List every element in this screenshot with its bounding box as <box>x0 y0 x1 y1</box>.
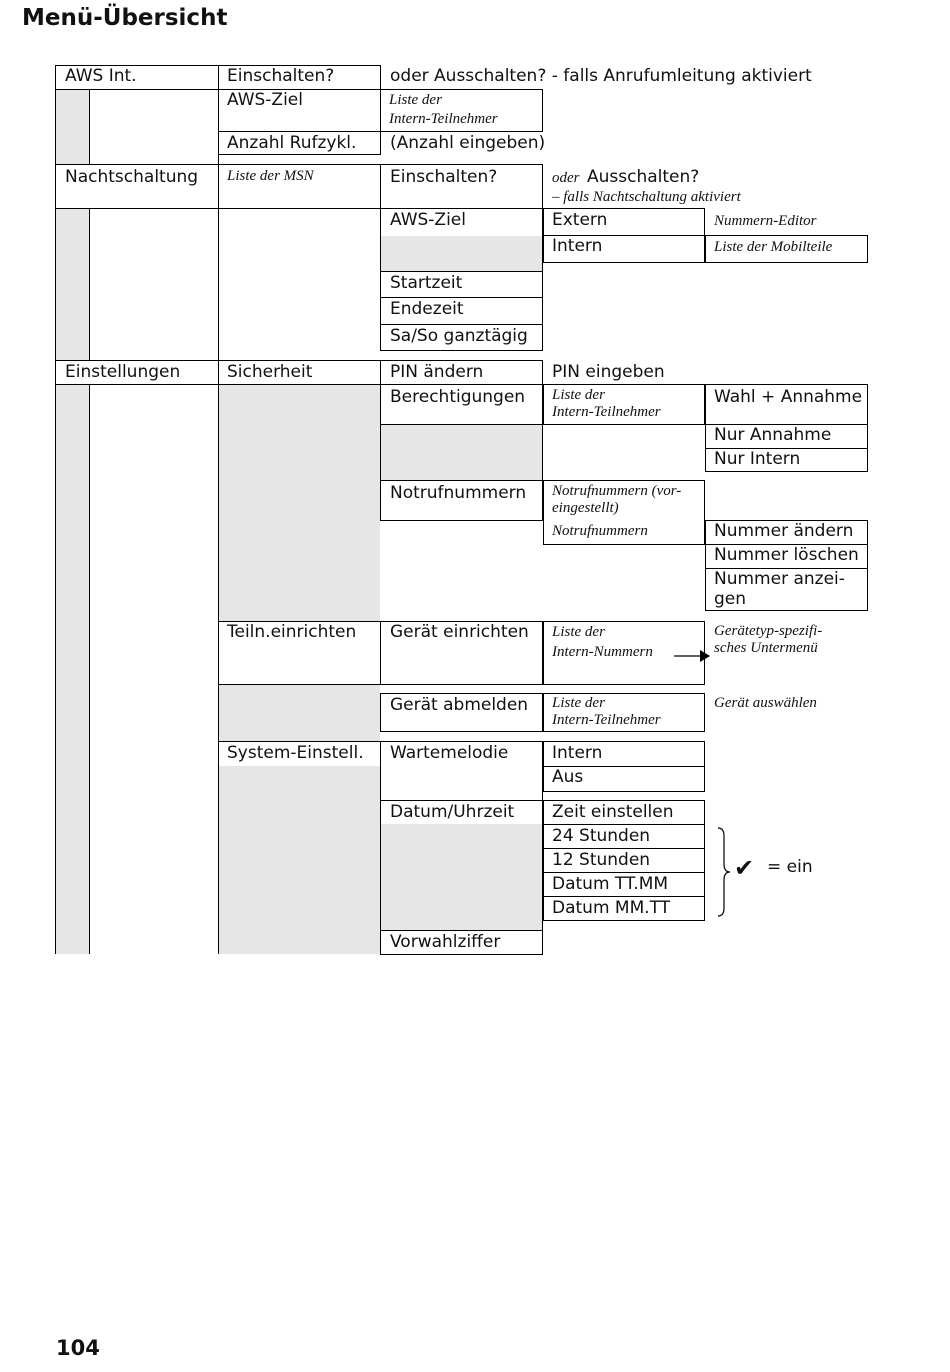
wartemelodie-label: Wartemelodie <box>390 743 509 763</box>
datum-ttmm-label: Datum TT.MM <box>552 874 669 894</box>
msn-list: Liste der MSN <box>227 168 314 184</box>
nummer-loeschen-label: Nummer löschen <box>714 545 859 565</box>
aus-label: Aus <box>552 767 584 787</box>
aws-einschalten: Einschalten? <box>227 66 335 86</box>
geraet-abmelden-label: Gerät abmelden <box>390 695 529 715</box>
nummern-editor: Nummern-Editor <box>714 213 817 229</box>
nacht-oder: oder <box>552 170 580 186</box>
aws-ziel-label: AWS-Ziel <box>227 90 303 110</box>
in-list-line1: Liste der <box>552 624 605 640</box>
checkmark-icon: ✔ <box>734 854 755 882</box>
nur-intern-label: Nur Intern <box>714 449 801 469</box>
ber-list-line1: Liste der <box>552 387 605 403</box>
geraet-auswaehlen: Gerät auswählen <box>714 695 817 711</box>
arrow-right-icon <box>672 649 712 663</box>
geraetetyp-line1: Gerätetyp-spezifi- <box>714 623 823 639</box>
line <box>380 65 381 89</box>
pin-eingeben-label: PIN eingeben <box>552 362 665 382</box>
datum-mmtt-label: Datum MM.TT <box>552 898 671 918</box>
nacht-ausschalten: Ausschalten? <box>587 167 700 187</box>
wahl-annahme-label: Wahl + Annahme <box>714 387 863 407</box>
line <box>218 684 381 685</box>
einstellungen-label: Einstellungen <box>65 362 181 382</box>
berechtigungen-label: Berechtigungen <box>390 387 526 407</box>
in-list-line2: Intern-Nummern <box>552 644 653 660</box>
shade-einst-indent <box>56 385 89 954</box>
nacht-extern: Extern <box>552 210 608 230</box>
nummer-aendern-label: Nummer ändern <box>714 521 854 541</box>
line <box>218 741 381 742</box>
nacht-intern: Intern <box>552 236 603 256</box>
startzeit-label: Startzeit <box>390 273 463 293</box>
sicherheit-label: Sicherheit <box>227 362 313 382</box>
datum-uhrzeit-label: Datum/Uhrzeit <box>390 802 515 822</box>
aws-list-line2: Intern-Teilnehmer <box>389 111 498 127</box>
aws-list-line1: Liste der <box>389 92 442 108</box>
ab-list-line2: Intern-Teilnehmer <box>552 712 661 728</box>
line <box>89 209 90 360</box>
page-number: 104 <box>56 1336 100 1360</box>
aws-anzahl: (Anzahl eingeben) <box>390 133 546 153</box>
aws-ausschalten: oder Ausschalten? - falls Anrufumleitung aktiviert <box>390 66 812 86</box>
berechtigungen-shade-box <box>380 424 543 481</box>
ein-label: = ein <box>767 857 813 877</box>
page-title: Menü-Übersicht <box>22 5 228 31</box>
geraet-einrichten-label: Gerät einrichten <box>390 622 529 642</box>
system-einstell-label: System-Einstell. <box>227 743 364 763</box>
saso-label: Sa/So ganztägig <box>390 326 528 346</box>
aws-rufzykl-label: Anzahl Rufzykl. <box>227 133 357 153</box>
aws-int-label: AWS Int. <box>65 66 137 86</box>
nacht-einschalten: Einschalten? <box>390 167 498 187</box>
nummer-anzeigen-line1: Nummer anzei- <box>714 569 845 589</box>
notruf-vor-line2: eingestellt) <box>552 500 619 516</box>
shade-nacht-indent <box>56 209 89 360</box>
h24-label: 24 Stunden <box>552 826 651 846</box>
zeit-einstellen-label: Zeit einstellen <box>552 802 674 822</box>
nacht-ziel-label: AWS-Ziel <box>390 210 466 230</box>
teiln-einrichten-label: Teiln.einrichten <box>227 622 357 642</box>
line <box>218 65 219 954</box>
geraetetyp-line2: sches Untermenü <box>714 640 818 656</box>
right-brace-icon <box>716 826 732 918</box>
nummer-anzeigen-line2: gen <box>714 589 747 609</box>
vorwahlziffer-label: Vorwahlziffer <box>390 932 501 952</box>
nacht-falls: – falls Nachtschaltung aktiviert <box>552 189 741 205</box>
shade-aws-indent <box>56 89 89 164</box>
line <box>89 385 90 954</box>
mobilteile-list: Liste der Mobilteile <box>714 239 833 255</box>
line <box>89 89 90 164</box>
ab-list-line1: Liste der <box>552 695 605 711</box>
shade-teiln <box>219 684 380 741</box>
pin-aendern-label: PIN ändern <box>390 362 484 382</box>
nachtschaltung-label: Nachtschaltung <box>65 167 199 187</box>
intern-label: Intern <box>552 743 603 763</box>
line <box>55 65 56 954</box>
notrufnummern-label: Notrufnummern <box>390 483 527 503</box>
shade-system <box>219 766 380 954</box>
notruf-vor-line1: Notrufnummern (vor- <box>552 483 682 499</box>
h12-label: 12 Stunden <box>552 850 651 870</box>
endezeit-label: Endezeit <box>390 299 464 319</box>
ber-list-line2: Intern-Teilnehmer <box>552 404 661 420</box>
notruf-list-label: Notrufnummern <box>552 523 648 539</box>
shade-sicherheit <box>219 385 380 621</box>
nur-annahme-label: Nur Annahme <box>714 425 832 445</box>
